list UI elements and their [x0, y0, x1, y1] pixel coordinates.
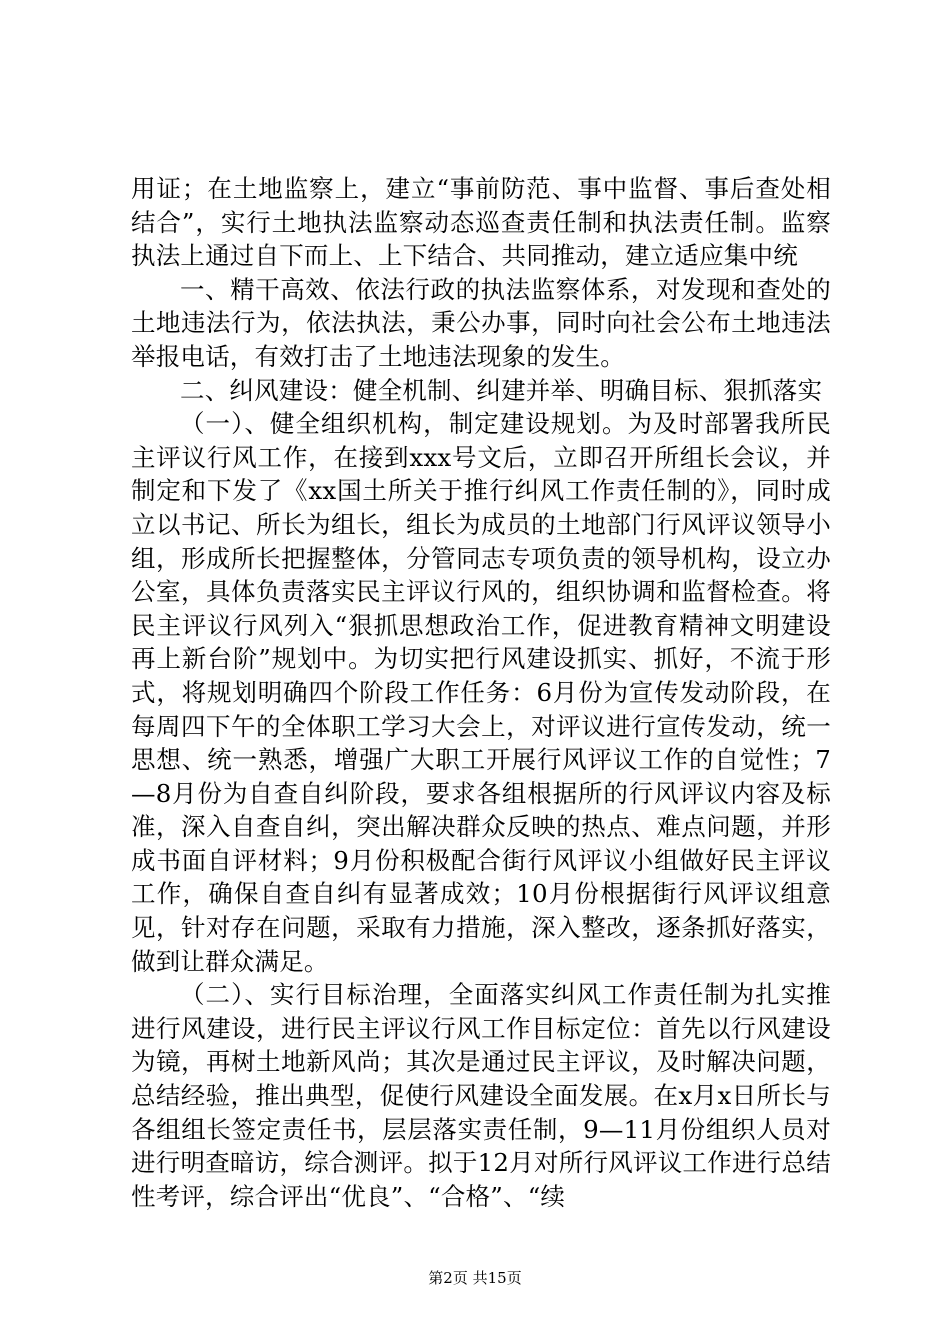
paragraph-subsection-1: （一）、健全组织机构，制定建设规划。为及时部署我所民主评议行风工作，在接到xxx号文后，立即召开所组长会议，并制定和下发了《xx国土所关于推行纠风工作责任制的》，同时成立以书记、所长为组长，组长为成员的土地部门行风评议领导小组，形成所长把握整体，分管同志专项负责的领导机构，设立办公室，具体负责落实民主评议行风的，组织协调和监督检查。将民主评议行风列入“狠抓思想政治工作，促进教育精神文明建设再上新台阶”规划中。为切实把行风建设抓实、抓好，不流于形式，将规划明确四个阶段工作任务：6月份为宣传发动阶段，在每周四下午的全体职工学习大会上，对评议进行宣传发动，统一思想、统一熟悉，增强广大职工开展行风评议工作的自觉性；7—8月份为自查自纠阶段，要求各组根据所的行风评议内容及标准，深入自查自纠，突出解决群众反映的热点、难点问题，并形成书面自评材料；9月份积极配合街行风评议小组做好民主评议工作，确保自查自纠有显著成效；10月份根据街行风评议组意见，针对存在问题，采取有力措施，深入整改，逐条抓好落实，做到让群众满足。 — [131, 409, 831, 976]
section-heading-2: 二、纠风建设：健全机制、纠建并举、明确目标、狠抓落实 — [180, 375, 823, 405]
paragraph-2: 一、精干高效、依法行政的执法监察体系，对发现和查处的土地违法行为，依法执法，秉公办事，同时向社会公布土地违法举报电话，有效打击了土地违法现象的发生。 — [131, 274, 831, 371]
paragraph-1: 用证；在土地监察上，建立“事前防范、事中监督、事后查处相结合”，实行土地执法监察动态巡查责任制和执法责任制。监察执法上通过自下而上、上下结合、共同推动，建立适应集中统 — [131, 174, 831, 271]
document-body — [131, 172, 831, 1213]
paragraph-subsection-2: （二）、实行目标治理，全面落实纠风工作责任制为扎实推进行风建设，进行民主评议行风工作目标定位：首先以行风建设为镜，再树土地新风尚；其次是通过民主评议，及时解决问题，总结经验，推出典型，促使行风建设全面发展。在x月x日所长与各组组长签定责任书，层层落实责任制，9—11月份组织人员对进行明查暗访，综合测评。拟于12月对所行风评议工作进行总结性考评，综合评出“优良”、“合格”、“续 — [131, 980, 831, 1211]
page-number-footer: 第2页 共15页 — [428, 1269, 522, 1287]
